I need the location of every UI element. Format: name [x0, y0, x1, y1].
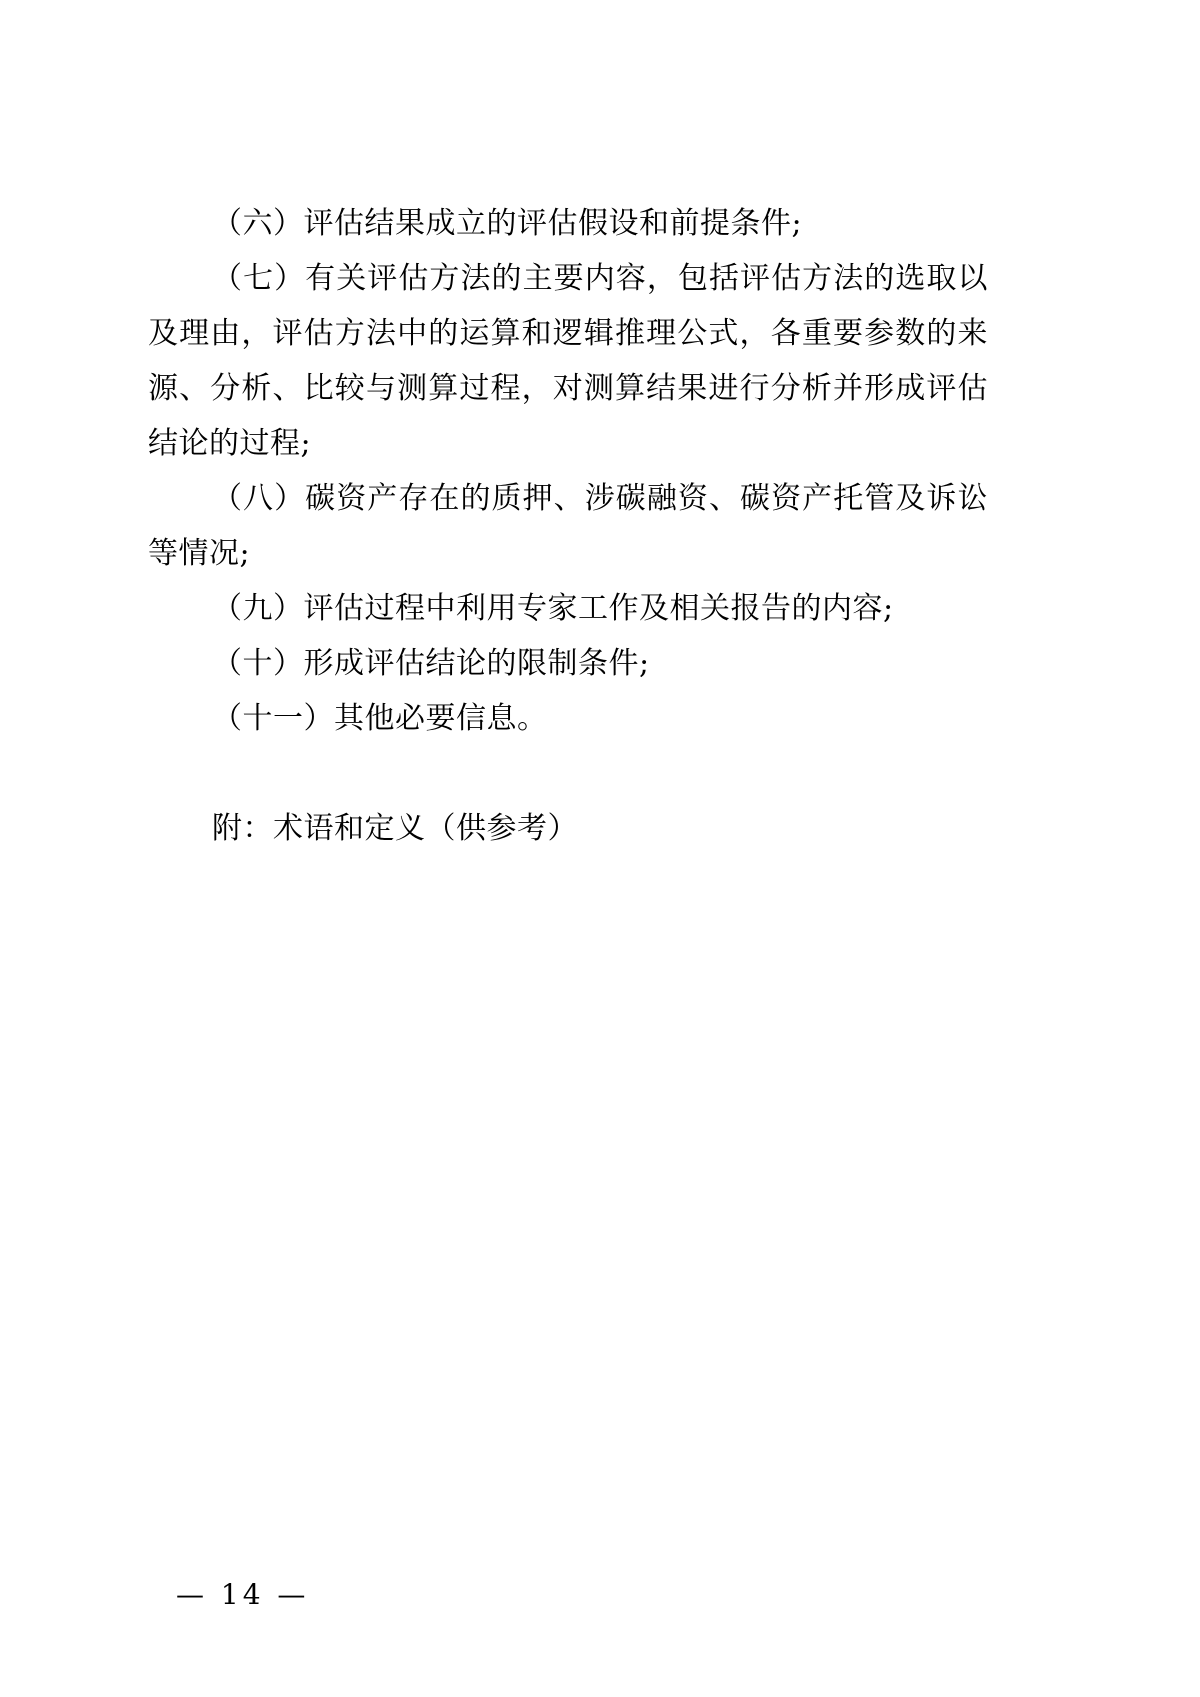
- document-body: [148, 196, 988, 856]
- paragraph-seven: （七）有关评估方法的主要内容，包括评估方法的选取以及理由，评估方法中的运算和逻辑推理公式，各重要参数的来源、分析、比较与测算过程，对测算结果进行分析并形成评估结论的过程;: [148, 261, 988, 461]
- paragraph-nine: （九）评估过程中利用专家工作及相关报告的内容;: [212, 591, 894, 626]
- paragraph-eight: （八）碳资产存在的质押、涉碳融资、碳资产托管及诉讼等情况;: [148, 481, 988, 571]
- paragraph-eleven: （十一）其他必要信息。: [212, 701, 548, 736]
- paragraph-spacer: [148, 746, 988, 801]
- paragraph-six: （六）评估结果成立的评估假设和前提条件;: [212, 206, 803, 241]
- page-footer: [0, 1578, 1200, 1611]
- page-number: — 14 —: [176, 1578, 310, 1611]
- paragraph-ten: （十）形成评估结论的限制条件;: [212, 646, 650, 681]
- attachment-line: 附：术语和定义（供参考）: [212, 811, 578, 846]
